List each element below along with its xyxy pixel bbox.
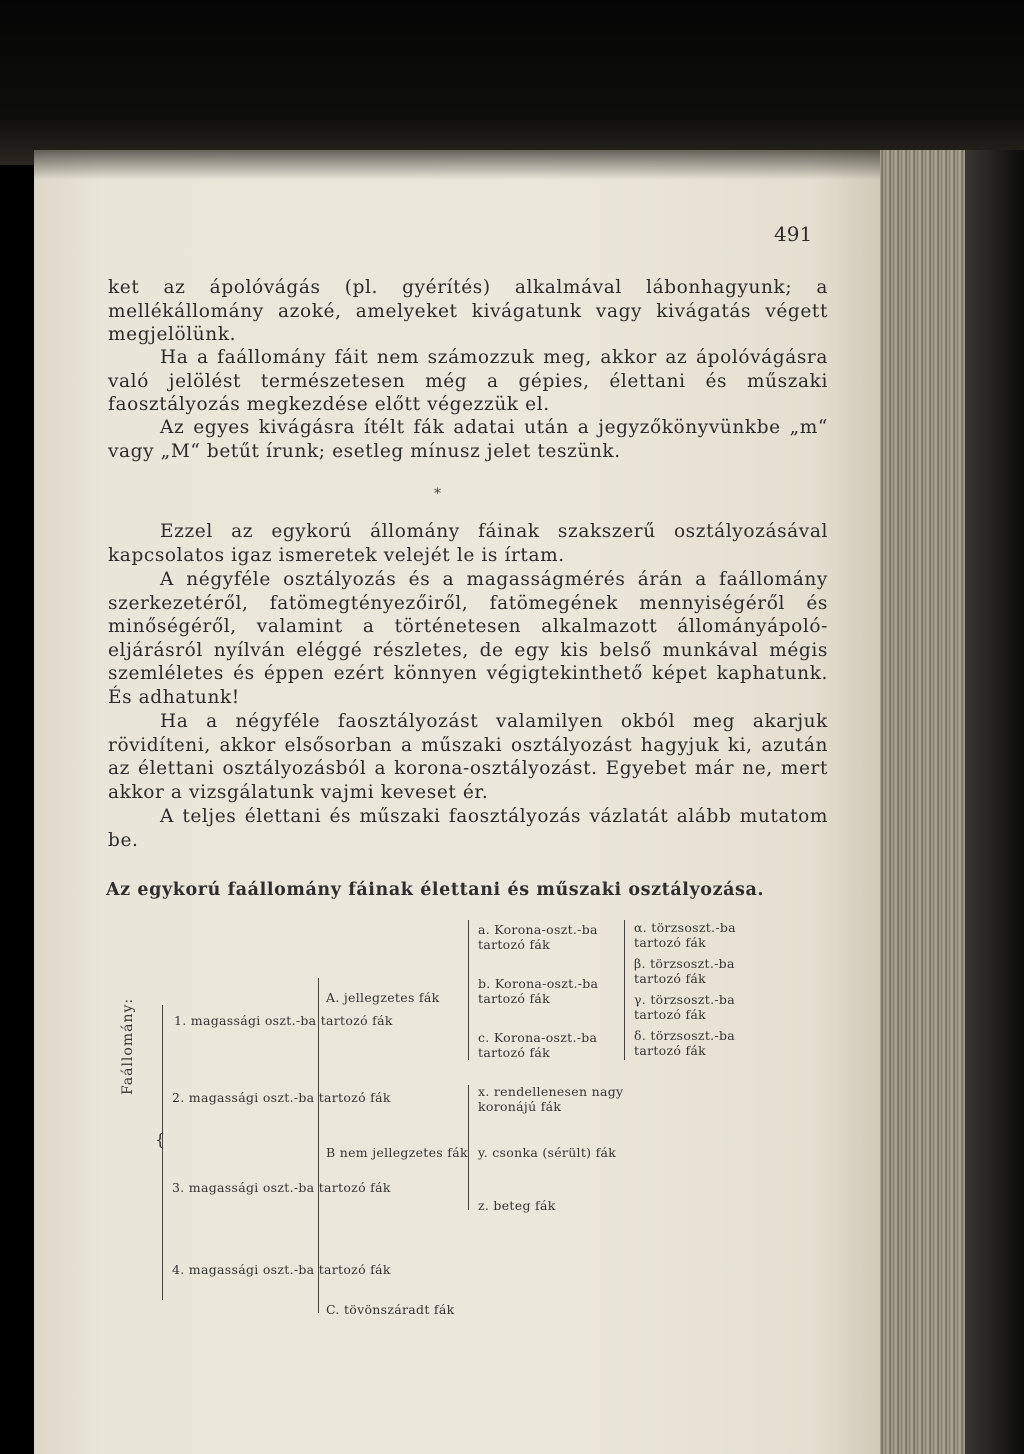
group-a: A. jellegzetes fák: [326, 990, 440, 1005]
height-class-4: 4. magassági oszt.-ba tartozó fák: [172, 1262, 391, 1277]
diagram-root: Faállomány:: [120, 997, 136, 1095]
height-class-3: 3. magassági oszt.-ba tartozó fák: [172, 1180, 391, 1195]
crown-class-c: c. Korona-oszt.-ba tartozó fák: [478, 1030, 598, 1060]
book-edge-shadow: [965, 150, 1024, 1454]
brace-crown-classes: [468, 920, 469, 1060]
defect-class-z: z. beteg fák: [478, 1198, 556, 1213]
stem-class-gamma: γ. törzsoszt.-ba tartozó fák: [634, 992, 735, 1022]
height-class-2: 2. magassági oszt.-ba tartozó fák: [172, 1090, 391, 1105]
paragraph-6: Ha a négyféle faosztályozást valamilyen okból meg akarjuk rövidíteni, akkor elsősorban a műszaki osztályozást hagyjuk ki, azután az élettani osztályozásból a korona-osztályozást. Egyebet már ne, mert akkor a vizsgálatunk vajmi keveset ér.: [108, 711, 828, 803]
diagram-title: Az egykorú faállomány fáinak élettani és műszaki osztályozása.: [106, 880, 765, 900]
stem-class-alpha: α. törzsoszt.-ba tartozó fák: [634, 920, 736, 950]
paragraph-5: A négyféle osztályozás és a magasságmérés árán a faállomány szerkezetéről, fatömegtényezőiről, fatömegének mennyiségéről és minőségéről, valamint a történetesen alkalmazott állományápoló-eljárásról nyílván eléggé részletes, de egy kis belső munkával mégis szemléletes és éppen ezért könnyen végigtekinthető képet kaphatunk. És adhatunk!: [108, 569, 828, 708]
page-number: 491: [774, 222, 813, 246]
crown-class-a: a. Korona-oszt.-ba tartozó fák: [478, 922, 598, 952]
stem-class-delta: δ. törzsoszt.-ba tartozó fák: [634, 1028, 735, 1058]
paragraph-3: Az egyes kivágásra ítélt fák adatai után a jegyzőkönyvünkbe „m“ vagy „M“ betűt írunk; esetleg mínusz jelet teszünk.: [108, 417, 828, 462]
brace-mid: {: [155, 1130, 166, 1149]
height-class-1: 1. magassági oszt.-ba tartozó fák: [174, 1013, 393, 1028]
defect-class-x: x. rendellenesen nagy koronájú fák: [478, 1084, 624, 1114]
brace-stem-classes: [624, 920, 625, 1060]
paragraph-4: Ezzel az egykorú állomány fáinak szakszerű osztályozásával kapcsolatos igaz ismeretek velejét le is írtam.: [108, 521, 828, 566]
group-c: C. tövönszáradt fák: [326, 1302, 455, 1317]
group-b: B nem jellegzetes fák: [326, 1145, 468, 1160]
defect-class-y: y. csonka (sérült) fák: [478, 1145, 617, 1160]
book-page: [34, 150, 880, 1454]
brace-defect-classes: [468, 1085, 469, 1210]
paragraph-2: Ha a faállomány fáit nem számozzuk meg, akkor az ápolóvágásra való jelölést természetesen még a gépies, élettani és műszaki faosztályozás megkezdése előtt végezzük el.: [108, 347, 828, 415]
section-separator: *: [434, 486, 441, 502]
stem-class-beta: β. törzsoszt.-ba tartozó fák: [634, 956, 735, 986]
paragraph-7: A teljes élettani és műszaki faosztályozás vázlatát alább mutatom be.: [108, 806, 828, 851]
paragraph-1: ket az ápolóvágás (pl. gyérítés) alkalmával lábonhagyunk; a mellékállomány azoké, amelyeket kivágatunk vagy kivágatás végett megjelölünk.: [108, 277, 828, 345]
crown-class-b: b. Korona-oszt.-ba tartozó fák: [478, 976, 599, 1006]
brace-groups: [318, 978, 319, 1313]
page-shadow: [34, 150, 880, 180]
top-background: [0, 0, 1024, 165]
brace-height-classes: [162, 1005, 163, 1300]
